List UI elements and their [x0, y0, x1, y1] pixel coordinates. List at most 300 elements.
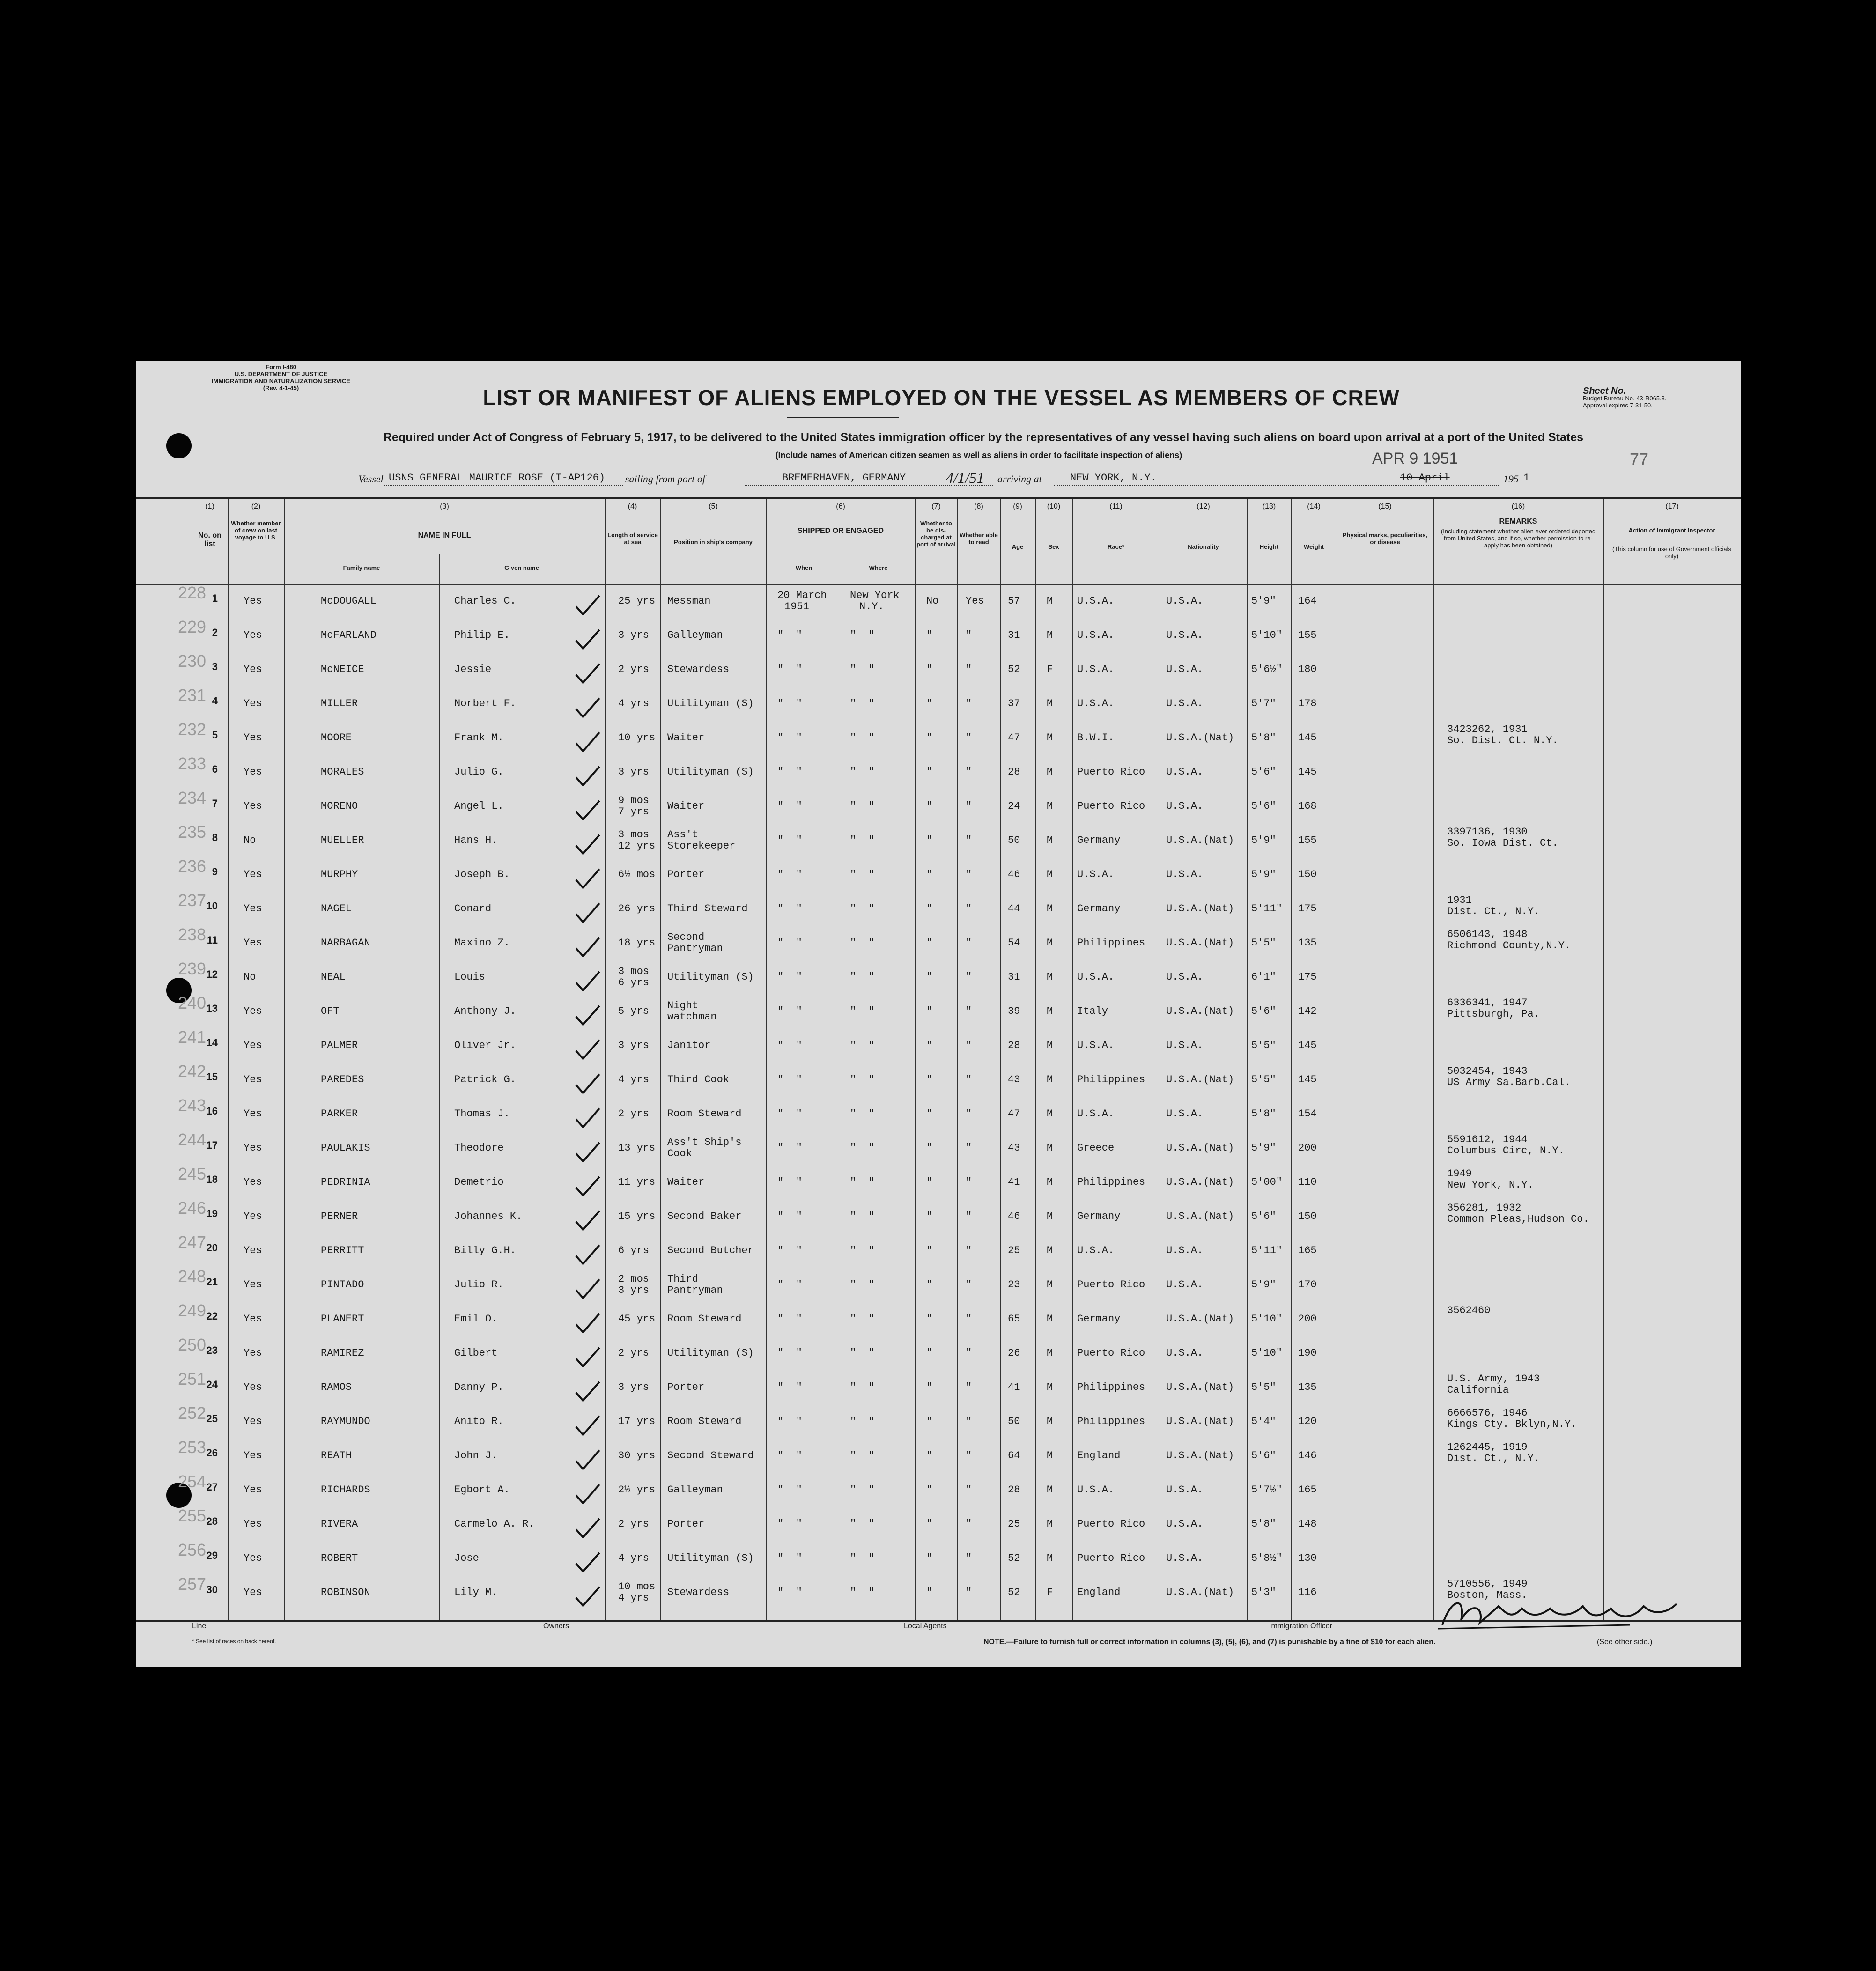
c-when: " ": [777, 1279, 802, 1291]
c-rem2: Boston, Mass.: [1447, 1589, 1528, 1601]
c-when: " ": [777, 800, 802, 812]
c-position: Waiter: [667, 1176, 705, 1188]
c-position: Ass't Ship's: [667, 1137, 742, 1148]
check-mark-icon: [574, 901, 602, 924]
c-when: " ": [777, 1005, 802, 1017]
c-race: U.S.A.: [1077, 1040, 1115, 1051]
c-member: Yes: [244, 1142, 262, 1154]
c-length: 11 yrs: [618, 1176, 656, 1188]
c-member: Yes: [244, 664, 262, 675]
c-age: 52: [1008, 664, 1020, 675]
header-length: Length of service at sea: [607, 532, 658, 546]
c-length: 3 yrs: [618, 629, 650, 641]
c-weight: 148: [1298, 1518, 1317, 1530]
c-where: " ": [850, 1347, 875, 1359]
check-mark-icon: [574, 696, 602, 719]
col-number: (12): [1197, 502, 1210, 510]
c-height: 5'6": [1251, 1211, 1276, 1222]
c-where: " ": [850, 1381, 875, 1393]
c-family: NEAL: [321, 971, 346, 983]
c-family: PINTADO: [321, 1279, 364, 1291]
c-position: Porter: [667, 1518, 705, 1530]
c-family: MURPHY: [321, 869, 358, 880]
header-action: Action of Immigrant Inspector: [1628, 527, 1715, 534]
c-race: Philippines: [1077, 1381, 1145, 1393]
c-when: " ": [777, 1108, 802, 1120]
c-length: 4 yrs: [618, 1074, 650, 1085]
c-member: No: [244, 971, 256, 983]
c-rem: 5591612, 1944: [1447, 1134, 1528, 1145]
c-height: 5'00": [1251, 1176, 1283, 1188]
check-mark-icon: [574, 627, 602, 651]
c-age: 54: [1008, 937, 1020, 949]
c-race: U.S.A.: [1077, 629, 1115, 641]
c-position: Room Steward: [667, 1313, 742, 1325]
table-row: [136, 754, 1741, 794]
c-length: 6 yrs: [618, 1245, 650, 1256]
c-rem: 6666576, 1946: [1447, 1407, 1528, 1419]
c-weight: 145: [1298, 766, 1317, 778]
header-remarks-note: (Including statement whether alien ever ordered deported from United States, and if so, whether permission to re-apply has been obtained): [1440, 528, 1596, 549]
c-family: MILLER: [321, 698, 358, 709]
header-no: No. on list: [198, 532, 222, 548]
header-name: NAME IN FULL: [418, 532, 471, 539]
list-number-faint: 244: [178, 1130, 207, 1149]
row-number: 12: [206, 968, 218, 980]
col-number: (9): [1013, 502, 1022, 510]
c-read: ": [966, 971, 972, 983]
check-mark-icon: [574, 1072, 602, 1095]
c-weight: 170: [1298, 1279, 1317, 1291]
c-sex: M: [1047, 1005, 1053, 1017]
c-member: Yes: [244, 1005, 262, 1017]
table-row: [136, 1233, 1741, 1272]
c-sex: M: [1047, 732, 1053, 744]
arrival-date: 10 April: [1400, 472, 1450, 484]
date-stamp: APR 9 1951: [1372, 450, 1458, 467]
c-read: ": [966, 629, 972, 641]
c-position: Second Steward: [667, 1450, 754, 1462]
c-disch: ": [926, 1552, 933, 1564]
c-weight: 168: [1298, 800, 1317, 812]
year-label: 195: [1503, 473, 1519, 485]
c-weight: 120: [1298, 1416, 1317, 1427]
c-position: Night: [667, 1000, 699, 1011]
c-position: Galleyman: [667, 1484, 723, 1496]
list-number-faint: 246: [178, 1198, 207, 1218]
c-member: Yes: [244, 1484, 262, 1496]
table-row: [136, 1403, 1741, 1443]
row-number: 30: [206, 1584, 218, 1595]
sheet-number: 77: [1630, 450, 1649, 469]
footer-note: NOTE.—Failure to furnish full or correct information in columns (3), (5), (6), and (7) is punishable by a fine of $10 for each alien.: [983, 1638, 1436, 1646]
c-weight: 146: [1298, 1450, 1317, 1462]
footer-agents-label: Local Agents: [904, 1622, 947, 1630]
c-sex: M: [1047, 937, 1053, 949]
c-when: " ": [777, 664, 802, 675]
table-row: [136, 993, 1741, 1033]
c-height: 5'11": [1251, 1245, 1283, 1256]
c-given: Conard: [454, 903, 492, 915]
c-length: 3 yrs: [618, 1381, 650, 1393]
c-nat: U.S.A.(Nat): [1166, 1450, 1234, 1462]
list-number-faint: 239: [178, 959, 207, 978]
c-family: NAGEL: [321, 903, 352, 915]
c-disch: ": [926, 1108, 933, 1120]
row-number: 29: [206, 1550, 218, 1561]
c-position2: Storekeeper: [667, 840, 736, 852]
c-member: Yes: [244, 629, 262, 641]
c-height: 5'9": [1251, 869, 1276, 880]
c-length: 18 yrs: [618, 937, 656, 949]
c-weight: 154: [1298, 1108, 1317, 1120]
row-number: 3: [212, 661, 218, 672]
sailing-label: sailing from port of: [625, 473, 705, 485]
check-mark-icon: [574, 1414, 602, 1437]
c-member: Yes: [244, 1416, 262, 1427]
c-sex: M: [1047, 629, 1053, 641]
list-number-faint: 255: [178, 1506, 207, 1525]
c-weight: 178: [1298, 698, 1317, 709]
table-row: [136, 651, 1741, 691]
c-age: 28: [1008, 1040, 1020, 1051]
c-race: Philippines: [1077, 937, 1145, 949]
c-weight: 164: [1298, 595, 1317, 607]
c-member: Yes: [244, 1552, 262, 1564]
c-given: Carmelo A. R.: [454, 1518, 535, 1530]
c-height: 5'9": [1251, 1279, 1276, 1291]
c-sex: M: [1047, 1347, 1053, 1359]
list-number-faint: 242: [178, 1062, 207, 1081]
c-nat: U.S.A.(Nat): [1166, 1416, 1234, 1427]
c-nat: U.S.A.: [1166, 1108, 1204, 1120]
dotted-rule: [384, 485, 623, 486]
c-member: Yes: [244, 732, 262, 744]
c-member: Yes: [244, 1176, 262, 1188]
c-weight: 165: [1298, 1484, 1317, 1496]
row-number: 26: [206, 1447, 218, 1459]
c-position: Second: [667, 931, 705, 943]
c-where: New York: [850, 590, 900, 601]
list-number-faint: 253: [178, 1438, 207, 1457]
c-given: Philip E.: [454, 629, 510, 641]
c-member: Yes: [244, 937, 262, 949]
check-mark-icon: [574, 1174, 602, 1198]
table-row: [136, 1540, 1741, 1580]
c-family: McDOUGALL: [321, 595, 377, 607]
row-number: 23: [206, 1344, 218, 1356]
c-age: 28: [1008, 766, 1020, 778]
table-row: [136, 1027, 1741, 1067]
c-family: PARKER: [321, 1108, 358, 1120]
c-nat: U.S.A.(Nat): [1166, 1176, 1234, 1188]
c-member: Yes: [244, 1074, 262, 1085]
c-read: ": [966, 766, 972, 778]
c-rem: 3423262, 1931: [1447, 723, 1528, 735]
dotted-rule: [745, 485, 993, 486]
c-race: U.S.A.: [1077, 971, 1115, 983]
header-shipped: SHIPPED OR ENGAGED: [797, 527, 884, 535]
table-row: [136, 1130, 1741, 1170]
row-number: 17: [206, 1139, 218, 1151]
c-read: ": [966, 1587, 972, 1598]
c-race: U.S.A.: [1077, 664, 1115, 675]
list-number-faint: 250: [178, 1335, 207, 1354]
row-number: 24: [206, 1379, 218, 1390]
list-number-faint: 249: [178, 1301, 207, 1320]
c-rem: 1949: [1447, 1168, 1472, 1180]
c-disch: ": [926, 971, 933, 983]
c-member: No: [244, 834, 256, 846]
header-where: Where: [869, 564, 888, 571]
c-race: Germany: [1077, 834, 1121, 846]
c-nat: U.S.A.: [1166, 1518, 1204, 1530]
check-mark-icon: [574, 1209, 602, 1232]
c-when: " ": [777, 1176, 802, 1188]
c-age: 52: [1008, 1587, 1020, 1598]
c-sex: M: [1047, 800, 1053, 812]
c-rem2: Richmond County,N.Y.: [1447, 940, 1571, 952]
c-disch: ": [926, 1347, 933, 1359]
c-age: 65: [1008, 1313, 1020, 1325]
c-race: Greece: [1077, 1142, 1115, 1154]
form-identifier: Form I-480 U.S. DEPARTMENT OF JUSTICE IMMIGRATION AND NATURALIZATION SERVICE (Rev. 4-1-45): [211, 363, 351, 391]
vessel-name: USNS GENERAL MAURICE ROSE (T-AP126): [389, 472, 606, 484]
c-sex: M: [1047, 766, 1053, 778]
c-age: 41: [1008, 1381, 1020, 1393]
row-number: 1: [212, 592, 218, 604]
c-family: RAMIREZ: [321, 1347, 364, 1359]
c-race: U.S.A.: [1077, 1484, 1115, 1496]
c-sex: M: [1047, 1450, 1053, 1462]
c-rem: 6506143, 1948: [1447, 929, 1528, 940]
footer-other-side: (See other side.): [1597, 1638, 1653, 1646]
c-disch: ": [926, 1587, 933, 1598]
c-nat: U.S.A.: [1166, 1552, 1204, 1564]
table-row: [136, 925, 1741, 965]
list-number-faint: 234: [178, 788, 207, 807]
c-read: ": [966, 1518, 972, 1530]
c-race: Philippines: [1077, 1176, 1145, 1188]
c-read: ": [966, 664, 972, 675]
c-sex: M: [1047, 1484, 1053, 1496]
c-weight: 145: [1298, 1040, 1317, 1051]
c-nat: U.S.A.: [1166, 1040, 1204, 1051]
c-member: Yes: [244, 1518, 262, 1530]
row-number: 4: [212, 695, 218, 707]
c-length: 3 mos: [618, 829, 650, 841]
c-age: 28: [1008, 1484, 1020, 1496]
c-age: 43: [1008, 1074, 1020, 1085]
c-position: Janitor: [667, 1040, 711, 1051]
c-read: ": [966, 1176, 972, 1188]
c-nat: U.S.A.: [1166, 800, 1204, 812]
c-rem2: Dist. Ct., N.Y.: [1447, 1453, 1540, 1464]
c-length: 3 yrs: [618, 766, 650, 778]
c-where: " ": [850, 1211, 875, 1222]
c-given: Johannes K.: [454, 1211, 523, 1222]
c-when: " ": [777, 1245, 802, 1256]
c-when: " ": [777, 1518, 802, 1530]
c-rem2: Columbus Circ, N.Y.: [1447, 1145, 1565, 1157]
footer-officer-label: Immigration Officer: [1269, 1622, 1332, 1630]
vessel-line: [136, 471, 1741, 490]
c-position: Stewardess: [667, 1587, 730, 1598]
c-family: REATH: [321, 1450, 352, 1462]
header-given: Given name: [504, 564, 539, 571]
c-where: " ": [850, 834, 875, 846]
c-race: Philippines: [1077, 1074, 1145, 1085]
c-length: 5 yrs: [618, 1005, 650, 1017]
c-member: Yes: [244, 1040, 262, 1051]
header-age: Age: [1012, 543, 1024, 550]
crew-table: [136, 497, 1741, 1622]
table-row: [136, 686, 1741, 725]
c-age: 37: [1008, 698, 1020, 709]
c-nat: U.S.A.(Nat): [1166, 1142, 1234, 1154]
row-number: 14: [206, 1037, 218, 1048]
c-read: ": [966, 1005, 972, 1017]
c-given: Anito R.: [454, 1416, 504, 1427]
check-mark-icon: [574, 1585, 602, 1608]
c-family: OFT: [321, 1005, 340, 1017]
arriving-label: arriving at: [997, 473, 1042, 485]
check-mark-icon: [574, 1277, 602, 1300]
c-member: Yes: [244, 1245, 262, 1256]
c-nat: U.S.A.(Nat): [1166, 937, 1234, 949]
c-position2: Cook: [667, 1148, 692, 1159]
c-weight: 155: [1298, 629, 1317, 641]
c-sex: M: [1047, 1142, 1053, 1154]
c-position: Waiter: [667, 732, 705, 744]
c-sex: M: [1047, 1381, 1053, 1393]
c-sex: M: [1047, 869, 1053, 880]
c-height: 5'6": [1251, 766, 1276, 778]
c-given: Billy G.H.: [454, 1245, 517, 1256]
c-given: Egbort A.: [454, 1484, 510, 1496]
c-age: 39: [1008, 1005, 1020, 1017]
c-age: 26: [1008, 1347, 1020, 1359]
header-race: Race*: [1107, 543, 1125, 550]
c-weight: 135: [1298, 937, 1317, 949]
footer-line-label: Line: [192, 1622, 207, 1630]
c-disch: ": [926, 1040, 933, 1051]
c-sex: M: [1047, 1176, 1053, 1188]
c-given: Jose: [454, 1552, 479, 1564]
table-row: [136, 959, 1741, 999]
col-number: (16): [1511, 502, 1525, 510]
c-disch: ": [926, 698, 933, 709]
c-weight: 145: [1298, 1074, 1317, 1085]
c-where: " ": [850, 1587, 875, 1598]
table-row: [136, 1506, 1741, 1546]
list-number-faint: 230: [178, 651, 207, 671]
table-row: [136, 1096, 1741, 1136]
c-rem: 1931: [1447, 894, 1472, 906]
c-height: 5'8½": [1251, 1552, 1283, 1564]
c-where: " ": [850, 1040, 875, 1051]
c-when2: 1951: [784, 601, 809, 613]
c-read: ": [966, 1040, 972, 1051]
c-rem2: So. Dist. Ct. N.Y.: [1447, 735, 1558, 746]
table-row: [136, 1164, 1741, 1204]
c-age: 57: [1008, 595, 1020, 607]
c-nat: U.S.A.: [1166, 869, 1204, 880]
table-row: [136, 1369, 1741, 1409]
c-sex: M: [1047, 903, 1053, 915]
c-disch: ": [926, 1211, 933, 1222]
title-rule: [787, 417, 899, 418]
c-when: " ": [777, 1552, 802, 1564]
c-member: Yes: [244, 766, 262, 778]
check-mark-icon: [574, 593, 602, 617]
c-age: 31: [1008, 971, 1020, 983]
c-family: ROBINSON: [321, 1587, 370, 1598]
departure-date: 4/1/51: [946, 469, 984, 486]
list-number-faint: 233: [178, 754, 207, 773]
check-mark-icon: [574, 1243, 602, 1266]
c-height: 5'10": [1251, 1313, 1283, 1325]
c-member: Yes: [244, 800, 262, 812]
c-given: Anthony J.: [454, 1005, 517, 1017]
c-where: " ": [850, 971, 875, 983]
col-number: (1): [205, 502, 214, 510]
c-height: 5'10": [1251, 1347, 1283, 1359]
c-where: " ": [850, 1484, 875, 1496]
list-number-faint: 247: [178, 1233, 207, 1252]
c-family: RIVERA: [321, 1518, 358, 1530]
c-given: Louis: [454, 971, 486, 983]
col-number: (14): [1307, 502, 1321, 510]
c-member: Yes: [244, 1381, 262, 1393]
c-rem2: Pittsburgh, Pa.: [1447, 1008, 1540, 1020]
row-number: 16: [206, 1105, 218, 1117]
c-height: 5'9": [1251, 595, 1276, 607]
c-age: 23: [1008, 1279, 1020, 1291]
c-disch: ": [926, 1381, 933, 1393]
c-read: ": [966, 1211, 972, 1222]
header-member: Whether member of crew on last voyage to U.S.: [231, 520, 281, 541]
c-rem: 5032454, 1943: [1447, 1065, 1528, 1077]
c-rem2: California: [1447, 1384, 1509, 1396]
c-sex: M: [1047, 834, 1053, 846]
arrival-port: NEW YORK, N.Y.: [1070, 472, 1157, 484]
c-sex: F: [1047, 664, 1053, 675]
list-number-faint: 237: [178, 891, 207, 910]
check-mark-icon: [574, 1345, 602, 1369]
check-mark-icon: [574, 1482, 602, 1506]
footer-races-note: * See list of races on back hereof.: [192, 1638, 276, 1645]
c-read: ": [966, 1450, 972, 1462]
c-position: Ass't: [667, 829, 699, 841]
col-number: (5): [709, 502, 718, 510]
c-weight: 175: [1298, 971, 1317, 983]
c-read: ": [966, 1416, 972, 1427]
check-mark-icon: [574, 1106, 602, 1129]
check-mark-icon: [574, 1380, 602, 1403]
c-length: 13 yrs: [618, 1142, 656, 1154]
c-disch: ": [926, 732, 933, 744]
c-length: 4 yrs: [618, 1552, 650, 1564]
c-given: Frank M.: [454, 732, 504, 744]
c-race: England: [1077, 1450, 1121, 1462]
c-given: Lily M.: [454, 1587, 498, 1598]
c-nat: U.S.A.(Nat): [1166, 732, 1234, 744]
row-number: 21: [206, 1276, 218, 1288]
c-length: 10 mos: [618, 1581, 656, 1593]
vessel-label: Vessel: [358, 473, 384, 485]
c-family: PEDRINIA: [321, 1176, 370, 1188]
